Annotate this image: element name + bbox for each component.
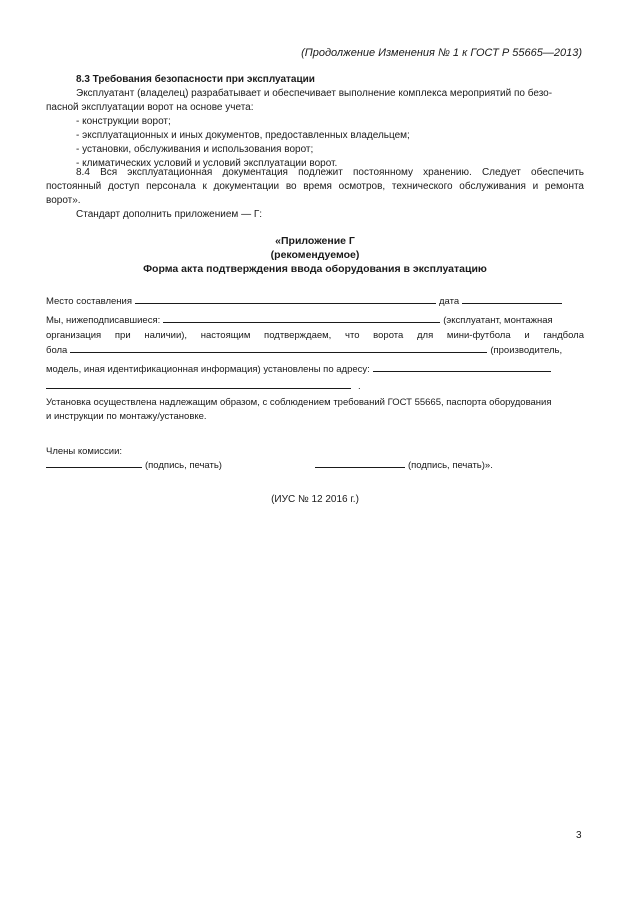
sign-label-1: (подпись, печать) [145, 460, 222, 471]
page-number: 3 [576, 830, 582, 841]
period: . [358, 381, 361, 392]
bola-text: бола [46, 345, 68, 356]
members-label: Члены комиссии: [46, 446, 123, 457]
intro-line-1: Эксплуатант (владелец) разрабатывает и обеспечивает выполнение комплекса мероприятий по безо- [76, 88, 553, 99]
place-blank[interactable] [135, 293, 436, 304]
install-line-1: Установка осуществлена надлежащим образом, с соблюдением требований ГОСТ 55665, паспорта оборудования [46, 397, 552, 408]
signature-blank-1[interactable] [46, 457, 142, 468]
date-blank[interactable] [462, 293, 562, 304]
address-blank[interactable] [373, 361, 551, 372]
intro-line-2: пасной эксплуатации ворот на основе учета: [46, 102, 254, 113]
paragraph-84-line-1: 8.4 Вся эксплуатационная документация подлежит постоянному хранению. Следует обеспечить [76, 167, 584, 178]
footer-note: (ИУС № 12 2016 г.) [271, 494, 359, 505]
producer-blank[interactable] [70, 342, 487, 353]
install-line-2: и инструкции по монтажу/установке. [46, 411, 207, 422]
signatories-blank[interactable] [163, 312, 440, 323]
list-item: - климатических условий и условий эксплуатации ворот. [76, 158, 338, 169]
list-item: - конструкции ворот; [76, 116, 171, 127]
address-blank-2[interactable] [46, 378, 351, 389]
supplement-note: Стандарт дополнить приложением — Г: [76, 209, 263, 220]
producer-suffix: (производитель, [490, 345, 563, 356]
place-date-row [46, 293, 584, 309]
form-title: Форма акта подтверждения ввода оборудования в эксплуатацию [143, 263, 487, 275]
appendix-subtitle: (рекомендуемое) [270, 249, 360, 261]
section-heading: 8.3 Требования безопасности при эксплуатации [76, 74, 315, 85]
place-label: Место составления [46, 296, 132, 307]
signatures-row [46, 457, 584, 473]
producer-row [46, 342, 584, 358]
sign-label-2: (подпись, печать)». [407, 460, 493, 471]
signature-blank-2[interactable] [315, 457, 405, 468]
paragraph-84-line-3: ворот». [46, 195, 81, 206]
we-suffix: (эксплуатант, монтажная [443, 315, 553, 326]
we-label: Мы, нижеподписавшиеся: [46, 315, 161, 326]
date-label: дата [439, 296, 460, 307]
address-row-2 [46, 378, 584, 394]
list-item: - эксплуатационных и иных документов, предоставленных владельцем; [76, 130, 410, 141]
page-header: (Продолжение Изменения № 1 к ГОСТ Р 55665—2013) [301, 47, 582, 59]
appendix-title: «Приложение Г [275, 235, 355, 247]
signatories-row [46, 312, 584, 328]
paragraph-84-line-2: постоянный доступ персонала к документации во время осмотров, технического обслуживания и ремонта [46, 181, 584, 192]
confirm-line: организация при наличии), настоящим подтверждаем, что ворота для мини-футбола и гандбола [46, 330, 584, 341]
model-line: модель, иная идентификационная информация) установлены по адресу: [46, 364, 370, 375]
address-row [46, 361, 584, 377]
list-item: - установки, обслуживания и использования ворот; [76, 144, 314, 155]
